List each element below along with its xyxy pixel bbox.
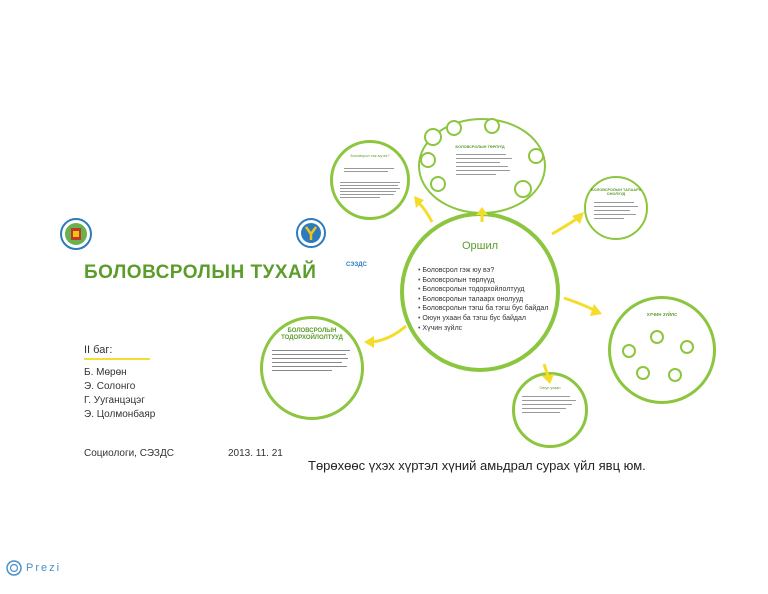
prezi-logo-text: Prezi [26,562,62,574]
arrow-to-intelligence [530,362,560,386]
factors-subcircle [680,340,694,354]
member-2: Э. Солонго [84,381,136,392]
theories-text [594,202,640,228]
member-1: Б. Мөрөн [84,367,127,378]
intelligence-text [522,396,578,424]
arrow-to-what-is [408,192,438,226]
team-underline [84,358,150,360]
arrow-to-types [472,206,492,224]
prezi-logo [6,560,61,576]
small-logo-text: СЭЗДС [346,262,367,268]
intro-item: • Боловсролын тэгш ба тэгш бус байдал [418,304,548,314]
intro-item: • Боловсролын тодорхойлолтууд [418,285,548,295]
main-circle-title: Оршил [461,240,499,252]
types-subcircle [514,180,532,198]
intro-item: • Хүчин зүйлс [418,324,548,334]
types-subcircle [424,128,442,146]
what-is-text [340,168,402,208]
what-is-title: Боловсрол гэж юу вэ? [350,154,390,158]
types-subcircle [446,120,462,136]
quote-text: Төрөхөөс үхэх хүртэл хүний амьдрал сурах үйл явц юм. [308,458,646,473]
factors-title: ХҮЧИН ЗҮЙЛС [646,312,678,317]
prezi-icon [6,560,22,576]
arrow-to-theories [548,208,588,238]
types-text [456,154,516,182]
definitions-text [272,350,352,390]
small-logo [346,262,367,268]
arrow-to-factors [560,292,604,320]
definitions-title: БОЛОВСРОЛЫН ТОДОРХОЙЛОЛТУУД [281,328,343,341]
types-subcircle [430,176,446,192]
team-label: II баг: [84,344,113,356]
types-subcircle [420,152,436,168]
intro-item: • Оюун ухаан ба тэгш бус байдал [418,314,548,324]
department-label: Социологи, СЭЗДС [84,448,174,459]
university-logo-left [60,218,92,250]
presentation-title: БОЛОВСРОЛЫН ТУХАЙ [84,262,317,283]
types-subcircle [528,148,544,164]
intro-item: • Боловсрол гэж юу вэ? [418,266,548,276]
types-title: БОЛОВСРОЛЫН ТӨРЛҮҮД [455,145,505,149]
member-4: Э. Цолмонбаяр [84,409,156,420]
factors-subcircle [650,330,664,344]
date-label: 2013. 11. 21 [228,448,283,459]
intro-item: • Боловсролын талаарх онолууд [418,295,548,305]
factors-subcircle [622,344,636,358]
factors-subcircle [668,368,682,382]
university-logo-right [296,218,326,248]
intelligence-title: Оюун ухаан [539,386,561,390]
factors-subcircle [636,366,650,380]
arrow-to-definitions [360,322,410,352]
intro-list [418,266,548,333]
member-3: Г. Ууганцэцэг [84,395,145,406]
types-subcircle [484,118,500,134]
intro-item: • Боловсролын төрлүүд [418,276,548,286]
theories-title: БОЛОВСРОЛЫН ТАЛААРХ ОНОЛУУД [590,188,641,196]
